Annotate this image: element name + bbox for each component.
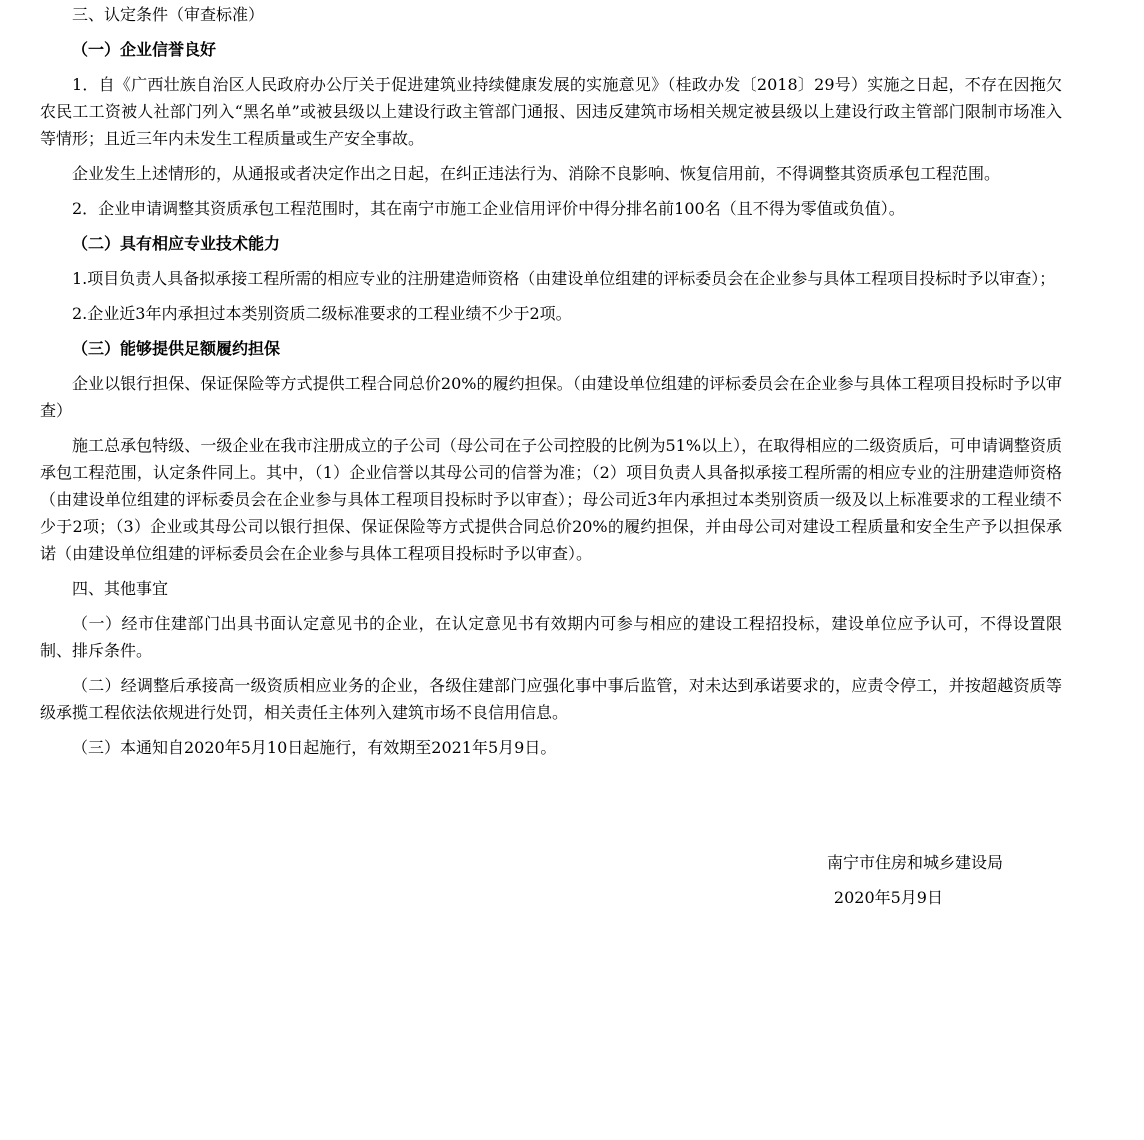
- paragraph: 企业以银行担保、保证保险等方式提供工程合同总价20%的履约担保。（由建设单位组建的评标委员会在企业参与具体工程项目投标时予以审查）: [40, 374, 1062, 420]
- paragraph: 施工总承包特级、一级企业在我市注册成立的子公司（母公司在子公司控股的比例为51%以上），在取得相应的二级资质后，可申请调整资质承包工程范围，认定条件同上。其中，（1）企业信誉以其母公司的信誉为准；（2）项目负责人具备拟承接工程所需的相应专业的注册建造师资格（由建设单位组建的评标委员会在企业参与具体工程项目投标时予以审查）；母公司近3年内承担过本类别资质一级及以上标准要求的工程业绩不少于2项；（3）企业或其母公司以银行担保、保证保险等方式提供合同总价20%的履约担保，并由母公司对建设工程质量和安全生产予以担保承诺（由建设单位组建的评标委员会在企业参与具体工程项目投标时予以审查）。: [40, 436, 1062, 563]
- sub-heading-credit: （一）企业信誉良好: [72, 40, 217, 59]
- section-title-4: 四、其他事宜: [72, 579, 169, 598]
- sub-heading-performance-guarantee: （三）能够提供足额履约担保: [72, 339, 281, 358]
- paragraph: （一）经市住建部门出具书面认定意见书的企业，在认定意见书有效期内可参与相应的建设工程招投标，建设单位应予认可，不得设置限制、排斥条件。: [40, 614, 1062, 660]
- paragraph: 2．企业申请调整其资质承包工程范围时，其在南宁市施工企业信用评价中得分排名前100名（且不得为零值或负值）。: [72, 199, 905, 218]
- paragraph: 2.企业近3年内承担过本类别资质二级标准要求的工程业绩不少于2项。: [72, 304, 572, 323]
- paragraph: 1．自《广西壮族自治区人民政府办公厅关于促进建筑业持续健康发展的实施意见》（桂政办发〔2018〕29号）实施之日起，不存在因拖欠农民工工资被人社部门列入“黑名单”或被县级以上建设行政主管部门通报、因违反建筑市场相关规定被县级以上建设行政主管部门限制市场准入等情形；且近三年内未发生工程质量或生产安全事故。: [40, 75, 1062, 148]
- paragraph: （二）经调整后承接高一级资质相应业务的企业，各级住建部门应强化事中事后监管，对未达到承诺要求的，应责令停工，并按超越资质等级承揽工程依法依规进行处罚，相关责任主体列入建筑市场不良信用信息。: [40, 676, 1062, 722]
- paragraph: 1.项目负责人具备拟承接工程所需的相应专业的注册建造师资格（由建设单位组建的评标委员会在企业参与具体工程项目投标时予以审查）；: [72, 269, 1056, 288]
- signature-block: [40, 849, 1062, 911]
- paragraph: （三）本通知自2020年5月10日起施行，有效期至2021年5月9日。: [72, 738, 557, 757]
- signature-organization: 南宁市住房和城乡建设局: [826, 853, 1003, 872]
- signature-date: 2020年5月9日: [833, 888, 943, 907]
- section-title-3: 三、认定条件（审查标准）: [72, 5, 265, 24]
- sub-heading-technical-ability: （二）具有相应专业技术能力: [72, 234, 281, 253]
- paragraph: 企业发生上述情形的，从通报或者决定作出之日起，在纠正违法行为、消除不良影响、恢复信用前，不得调整其资质承包工程范围。: [72, 164, 1001, 183]
